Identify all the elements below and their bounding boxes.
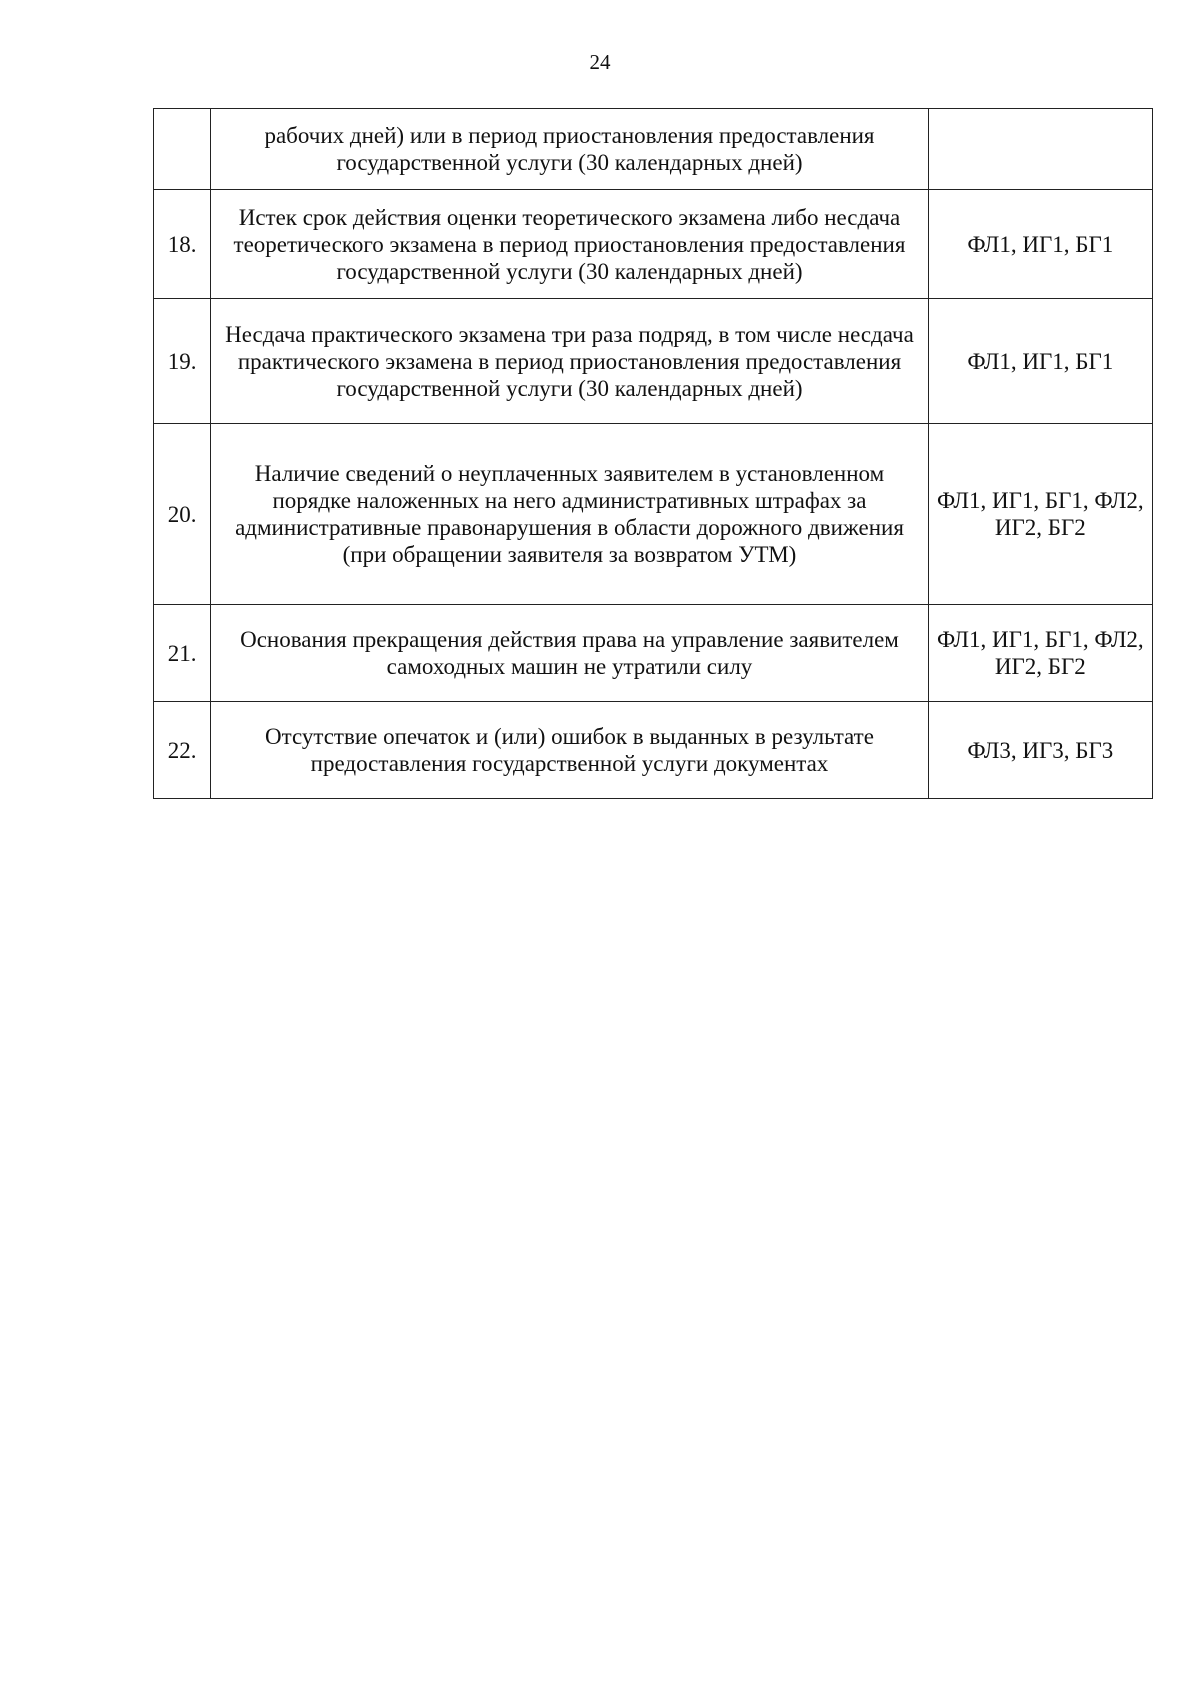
table-row [154,190,1153,299]
conditions-table [153,108,1153,799]
row-description: рабочих дней) или в период приостановления предоставления государственной услуги (30 календарных дней) [211,109,928,190]
row-codes: ФЛ3, ИГ3, БГ3 [928,702,1152,799]
table-row [154,424,1153,605]
page-number: 24 [589,50,611,74]
row-number: 20. [154,424,211,605]
row-description: Отсутствие опечаток и (или) ошибок в выданных в результате предоставления государственной услуги документах [211,702,928,799]
row-codes: ФЛ1, ИГ1, БГ1 [928,190,1152,299]
row-codes [928,109,1152,190]
row-number: 21. [154,605,211,702]
row-codes: ФЛ1, ИГ1, БГ1 [928,299,1152,424]
row-codes: ФЛ1, ИГ1, БГ1, ФЛ2, ИГ2, БГ2 [928,424,1152,605]
row-number [154,109,211,190]
table-row [154,109,1153,190]
row-description: Наличие сведений о неуплаченных заявителем в установленном порядке наложенных на него административных штрафах за административные правонарушения в области дорожного движения (при обращении заявителя за возвратом УТМ) [211,424,928,605]
row-number: 18. [154,190,211,299]
table-row [154,605,1153,702]
row-description: Основания прекращения действия права на управление заявителем самоходных машин не утратили силу [211,605,928,702]
table-row [154,702,1153,799]
row-description: Истек срок действия оценки теоретического экзамена либо несдача теоретического экзамена в период приостановления предоставления государственной услуги (30 календарных дней) [211,190,928,299]
row-codes: ФЛ1, ИГ1, БГ1, ФЛ2, ИГ2, БГ2 [928,605,1152,702]
table-row [154,299,1153,424]
row-number: 19. [154,299,211,424]
row-description: Несдача практического экзамена три раза подряд, в том числе несдача практического экзамена в период приостановления предоставления государственной услуги (30 календарных дней) [211,299,928,424]
row-number: 22. [154,702,211,799]
